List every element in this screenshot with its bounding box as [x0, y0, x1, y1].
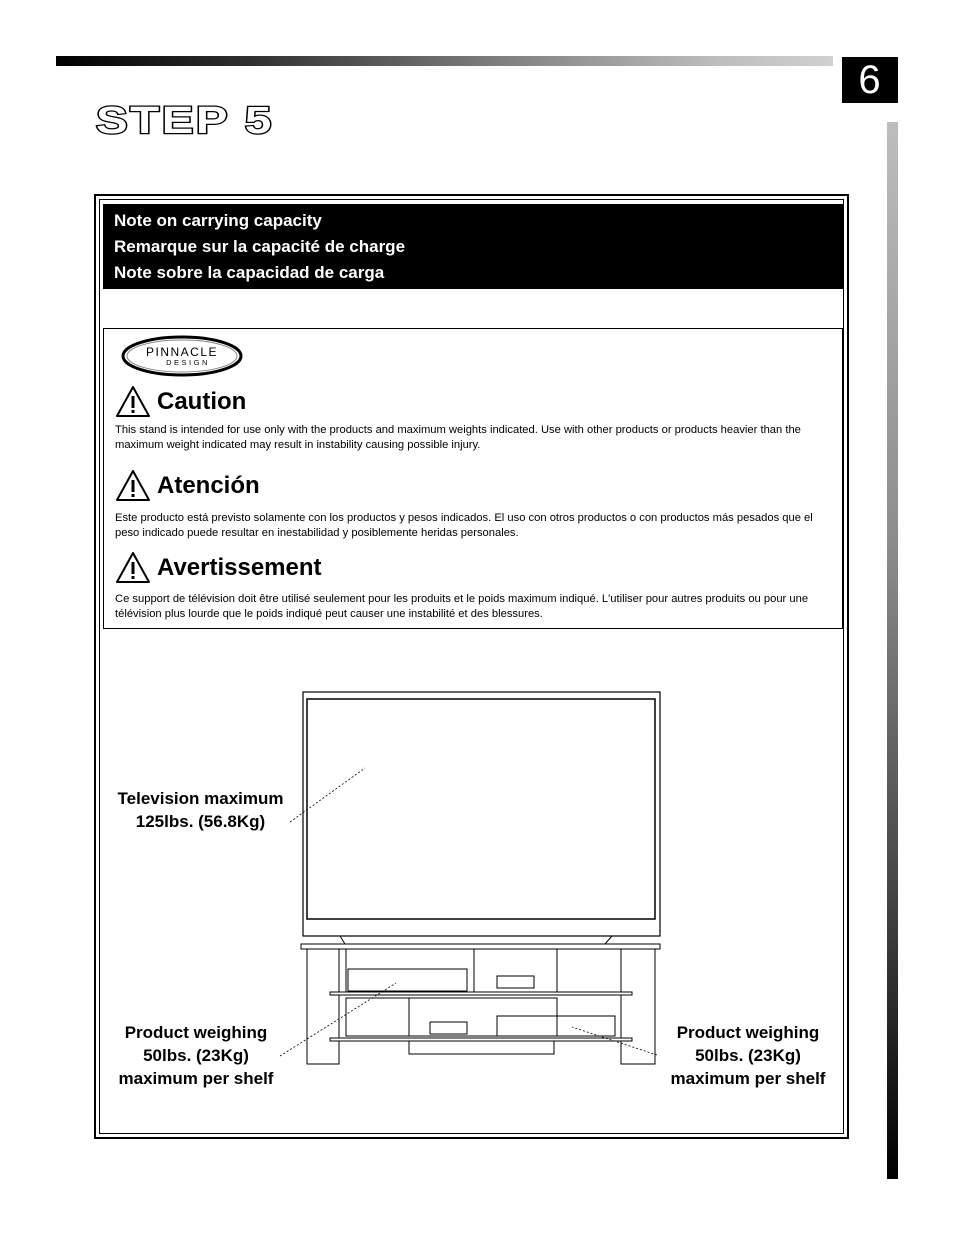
shelf-right-label: [656, 1021, 840, 1090]
shelf-right-label-line: 50lbs. (23Kg): [695, 1046, 801, 1065]
warning-text: This stand is intended for use only with the products and maximum weights indicated. Use with other products or products heavier than the maximum weight indicated may result in instability causing possible injury.: [115, 424, 801, 451]
logo-word-pinnacle: PINNACLE: [145, 345, 219, 359]
logo-word-design: DESIGN: [166, 358, 210, 367]
warning-triangle-icon: [115, 551, 151, 585]
shelf-left-label-line: 50lbs. (23Kg): [143, 1046, 249, 1065]
warning-text: Este producto está previsto solamente con los productos y pesos indicados. El uso con otros productos o con productos más pesados que el peso indicado puede resultar en inestabilidad y posiblemente heridas personales.: [115, 512, 813, 539]
shelf-left-label-line: maximum per shelf: [118, 1069, 274, 1088]
carrying-capacity-note: [103, 204, 843, 289]
warning-avertissement: [115, 550, 833, 622]
shelf-left-label-line: Product weighing: [124, 1023, 268, 1042]
note-line-fr: Remarque sur la capacité de charge: [114, 237, 406, 256]
warning-atencion: [115, 468, 833, 541]
page-number: 6: [842, 57, 898, 103]
side-gradient-bar: [887, 122, 898, 1179]
caution-box: [103, 328, 843, 629]
pinnacle-design-logo: [120, 334, 244, 378]
warning-caution: [115, 384, 833, 453]
warning-heading: Atención: [157, 472, 260, 499]
warning-text: Ce support de télévision doit être utilisé seulement pour les produits et le poids maximum indiqué. L'utiliser pour autres produits ou pour une télévision plus lourde que le poids indiqué peut causer une instabilité et des blessures.: [115, 593, 809, 620]
tv-label-line: Television maximum: [117, 789, 284, 808]
note-line-en: Note on carrying capacity: [114, 211, 322, 230]
warning-triangle-icon: [115, 469, 151, 503]
tv-max-label: [104, 787, 297, 833]
step-title: STEP 5: [96, 100, 274, 142]
tv-label-line: 125lbs. (56.8Kg): [135, 812, 266, 831]
shelf-right-label-line: Product weighing: [676, 1023, 820, 1042]
note-line-es: Note sobre la capacidad de carga: [114, 263, 385, 282]
warning-heading: Avertissement: [157, 554, 322, 581]
top-gradient-bar: [56, 56, 833, 66]
warning-triangle-icon: [115, 385, 151, 419]
warning-heading: Caution: [157, 388, 247, 415]
shelf-right-label-line: maximum per shelf: [670, 1069, 826, 1088]
shelf-left-label: [104, 1021, 288, 1090]
